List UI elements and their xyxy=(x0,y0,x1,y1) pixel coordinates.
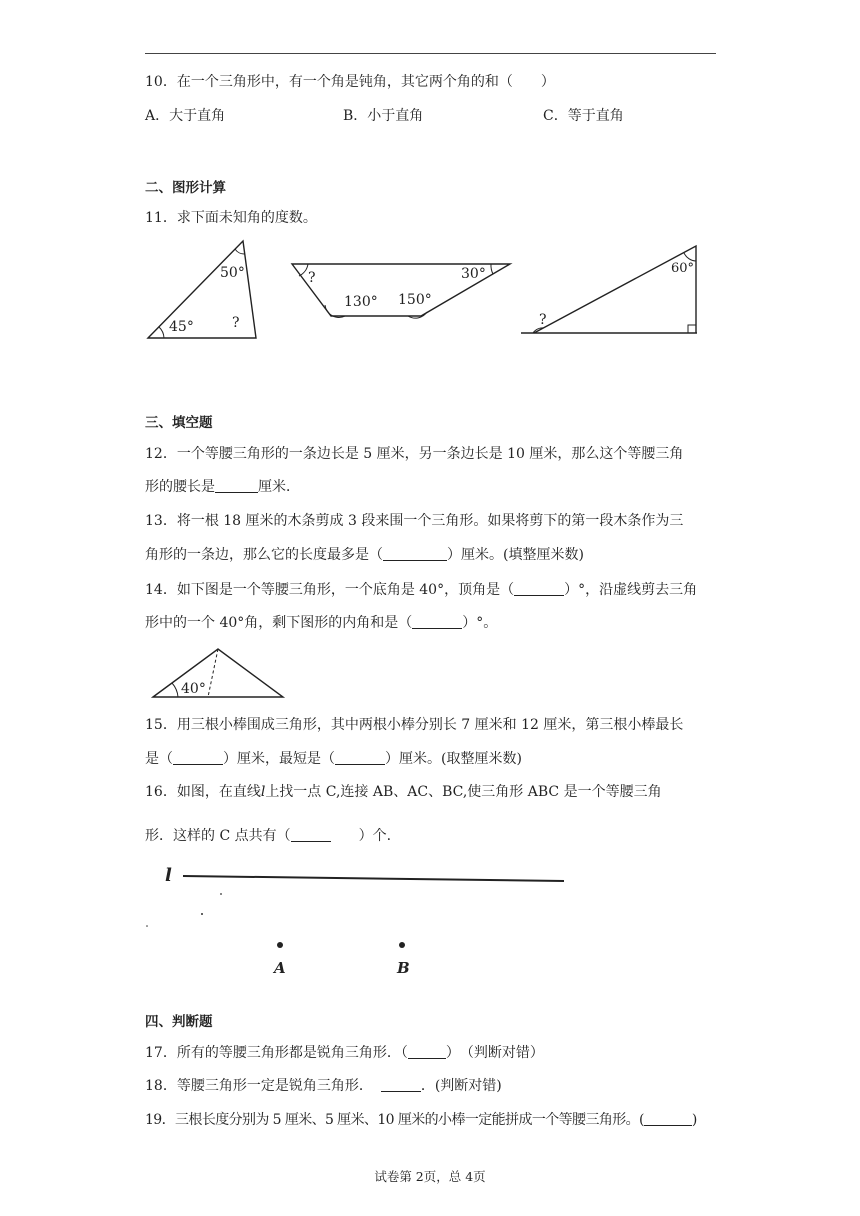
q16-line1 xyxy=(145,785,662,799)
point-b-dot xyxy=(399,942,405,948)
q16-line2-start: 形．这样的 C 点共有（ xyxy=(145,828,291,844)
q14-line1-end: ）°，沿虚线剪去三角 xyxy=(564,582,698,598)
q14-apex-blank[interactable] xyxy=(514,582,564,596)
q10-option-c[interactable]: C．等于直角 xyxy=(543,108,624,124)
q13-line2-start: 角形的一条边，那么它的长度最多是（ xyxy=(145,547,383,563)
q14-line2-start: 形中的一个 40°角，剩下图形的内角和是（ xyxy=(145,615,413,631)
q10-option-b[interactable]: B．小于直角 xyxy=(343,108,424,124)
q13-line1: 13．将一根 18 厘米的木条剪成 3 段来围一个三角形。如果将剪下的第一段木条作为三 xyxy=(145,513,684,529)
q16-line1-start: 16．如图，在直线 xyxy=(145,784,261,800)
q12-answer-blank[interactable] xyxy=(215,479,258,493)
fig3-top-angle: 60° xyxy=(671,261,695,276)
fig1-top-angle: 50° xyxy=(220,265,245,281)
q13-line2 xyxy=(145,547,584,562)
q12-line2-start: 形的腰长是 xyxy=(145,479,215,495)
q17-end: ） （判断对错） xyxy=(445,1045,544,1061)
right-triangle-figure xyxy=(518,240,703,336)
q16-line1-end: 上找一点 C,连接 AB、AC、BC,使三角形 ABC 是一个等腰三角 xyxy=(265,784,662,800)
isosceles-triangle-figure xyxy=(150,645,290,701)
q14-line2-end: ）°。 xyxy=(462,615,498,631)
q12-line1: 12．一个等腰三角形的一条边长是 5 厘米，另一条边长是 10 厘米，那么这个等腰三角 xyxy=(145,446,684,462)
line-points-figure xyxy=(140,860,580,985)
q12-line2 xyxy=(145,479,300,494)
q15-line2-start: 是（ xyxy=(145,751,173,767)
q15-line2-end: ）厘米。(取整厘米数) xyxy=(385,751,522,767)
q15-line2 xyxy=(145,751,522,766)
fig2-bottom-left-angle: 130° xyxy=(344,294,378,310)
section-title-4: 四、判断题 xyxy=(145,1014,213,1030)
q18 xyxy=(145,1078,502,1093)
fig1-left-angle: 45° xyxy=(169,319,194,335)
q17 xyxy=(145,1045,544,1060)
q19-answer-blank[interactable] xyxy=(644,1112,692,1126)
q10-text: 10．在一个三角形中，有一个角是钝角，其它两个角的和（ ） xyxy=(145,74,555,90)
section-title-3: 三、填空题 xyxy=(145,415,213,431)
fig1-unknown-angle: ? xyxy=(232,315,240,331)
q19-end: ) xyxy=(691,1112,697,1128)
q18-end: ．(判断对错) xyxy=(420,1078,502,1094)
q14-line1 xyxy=(145,582,697,597)
page-footer: 试卷第 2页，总 4页 xyxy=(374,1169,486,1184)
line-l-label: l xyxy=(165,865,172,886)
q13-answer-blank[interactable] xyxy=(383,547,447,561)
point-a-dot xyxy=(277,942,283,948)
q15-shortest-blank[interactable] xyxy=(335,751,385,765)
fig2-unknown-angle: ? xyxy=(308,270,316,286)
trapezoid-figure xyxy=(290,260,515,322)
fig3-unknown-angle: ? xyxy=(539,312,547,328)
q11-text: 11．求下面未知角的度数。 xyxy=(145,210,317,226)
q16-line-symbol: l xyxy=(260,784,266,800)
point-a-label: A xyxy=(274,959,286,977)
q15-line2-mid: ）厘米，最短是（ xyxy=(223,751,335,767)
q15-line1: 15．用三根小棒围成三角形，其中两根小棒分别长 7 厘米和 12 厘米，第三根小棒最长 xyxy=(145,717,684,733)
q14-sum-blank[interactable] xyxy=(412,615,462,629)
q17-answer-blank[interactable] xyxy=(408,1045,446,1059)
q18-start: 18．等腰三角形一定是锐角三角形． xyxy=(145,1078,373,1094)
q18-answer-blank[interactable] xyxy=(381,1078,421,1092)
q13-line2-end: ）厘米。(填整厘米数) xyxy=(447,547,584,563)
q16-line2 xyxy=(145,828,391,843)
fig2-right-angle: 30° xyxy=(461,266,486,282)
point-b-label: B xyxy=(397,959,410,977)
fig2-bottom-right-angle: 150° xyxy=(398,292,432,308)
header-rule xyxy=(145,53,716,54)
q16-answer-blank[interactable] xyxy=(291,828,331,842)
q14-line1-start: 14．如下图是一个等腰三角形，一个底角是 40°，顶角是（ xyxy=(145,582,515,598)
q10-option-a[interactable]: A．大于直角 xyxy=(145,108,226,124)
q19 xyxy=(145,1112,697,1127)
section-title-2: 二、图形计算 xyxy=(145,180,226,196)
q19-start: 19．三根长度分别为 5 厘米、5 厘米、10 厘米的小棒一定能拼成一个等腰三角形。( xyxy=(145,1112,644,1128)
q14-fig-angle-label: 40° xyxy=(181,681,206,697)
q15-longest-blank[interactable] xyxy=(173,751,223,765)
q12-line2-end: 厘米． xyxy=(258,479,300,495)
q17-start: 17．所有的等腰三角形都是锐角三角形．（ xyxy=(145,1045,408,1061)
triangle-figure-1 xyxy=(140,236,270,346)
q14-line2 xyxy=(145,615,497,630)
q16-line2-end: ）个. xyxy=(358,828,392,844)
